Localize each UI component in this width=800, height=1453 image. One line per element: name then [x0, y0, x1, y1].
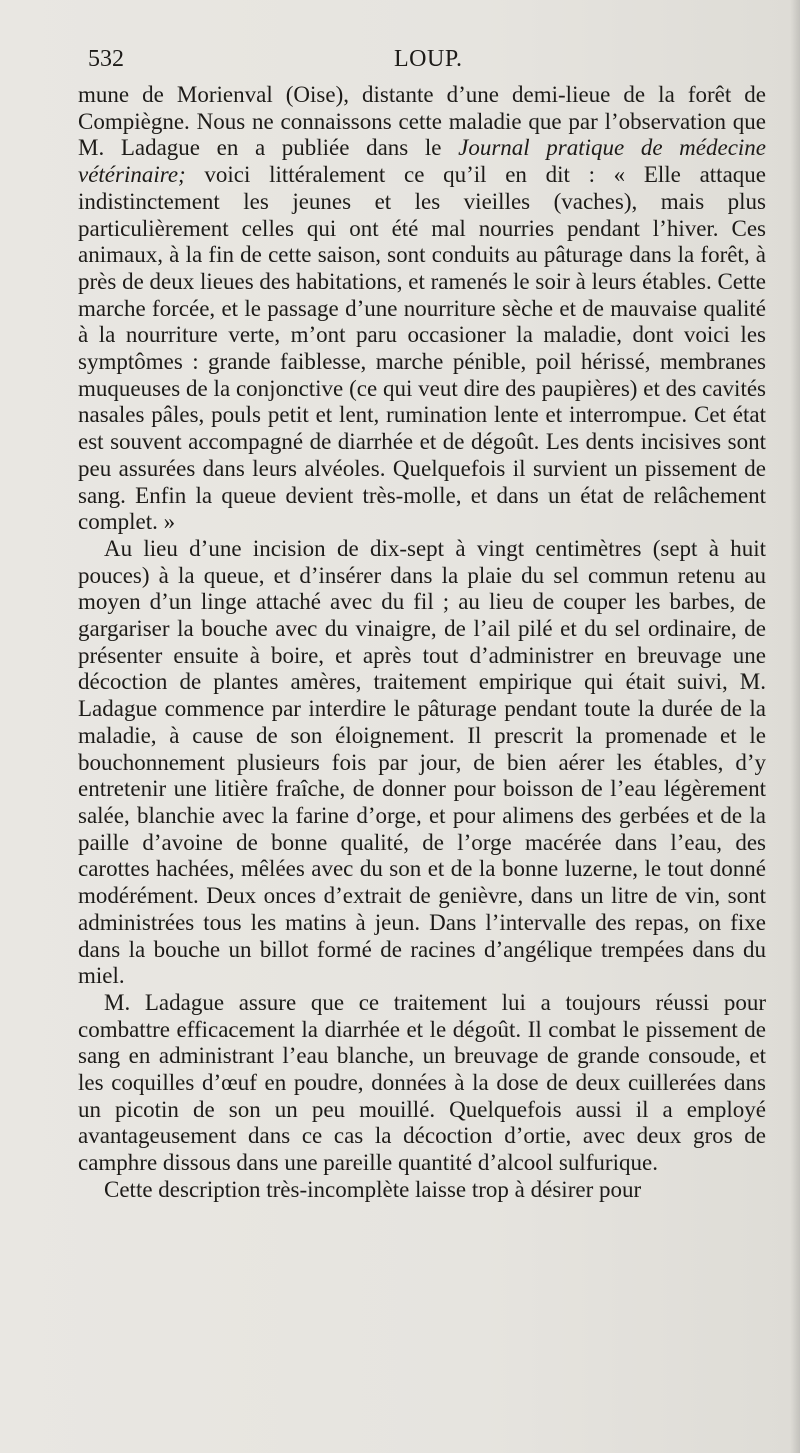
paragraph-1-start: mune de Morienval (Oise), distante d’une demi-lieue de la forêt de Compiègne. Nous ne connaissons cette maladie que par l’observation que M. Ladague en a publiée dans le	[78, 82, 766, 161]
paragraph-3: M. Ladague assure que ce traitement lui a toujours réussi pour combattre efficacement la diarrhée et le dégoût. Il combat le pissement de sang en administrant l’eau blanche, un breuvage de grande consoude, et les coquilles d’œuf en poudre, données à la dose de deux cuillerées dans un picotin de son un peu mouillé. Quelquefois aussi il a employé avantageusement dans ce cas la décoction d’ortie, avec deux gros de camphre dissous dans une pareille quantité d’alcool sulfurique.	[78, 989, 766, 1176]
journal-title: Journal pratique de médecine vétérinaire;	[78, 135, 767, 188]
page-number: 532	[88, 46, 124, 72]
running-title: LOUP.	[394, 46, 463, 72]
page-header	[88, 46, 748, 80]
paragraph-1	[78, 82, 766, 536]
paragraph-4: Cette description très-incomplète laisse trop à désirer pour	[104, 1176, 642, 1202]
paragraph-1-quote: voici littéralement ce qu’il en dit : « Elle attaque indistinctement les jeunes et les vieilles (vaches), mais plus particulièrement celles qui ont été mal nourries pendant l’hiver. Ces animaux, à la fin de cette saison, sont conduits au pâturage dans la forêt, à près de deux lieues des habitations, et ramenés le soir à leurs étables. Cette marche forcée, et le passage d’une nourriture sèche et de mauvaise qualité à la nourriture verte, m’ont paru occasioner la maladie, dont voici les symptômes : grande faiblesse, marche pénible, poil hérissé, membranes muqueuses de la conjonctive (ce qui veut dire des paupières) et des cavités nasales pâles, pouls petit et lent, rumination lente et interrompue. Cet état est souvent accompagné de diarrhée et de dégoût. Les dents incisives sont peu assurées dans leurs alvéoles. Quelquefois il survient un pissement de sang. Enfin la queue devient très-molle, et dans un état de relâchement complet. »	[78, 162, 766, 535]
paragraph-2: Au lieu d’une incision de dix-sept à vingt centimètres (sept à huit pouces) à la queue, et d’insérer dans la plaie du sel commun retenu au moyen d’un linge attaché avec du fil ; au lieu de couper les barbes, de gargariser la bouche avec du vinaigre, de l’ail pilé et du sel ordinaire, de présenter ensuite à boire, et après tout d’administrer en breuvage une décoction de plantes amères, traitement empirique qui était suivi, M. Ladague commence par interdire le pâturage pendant toute la durée de la maladie, à cause de son éloignement. Il prescrit la promenade et le bouchonnement plusieurs fois par jour, de bien aérer les étables, d’y entretenir une litière fraîche, de donner pour boisson de l’eau légèrement salée, blanchie avec la farine d’orge, et pour alimens des gerbées et de la paille d’avoine de bonne qualité, de l’orge macérée dans l’eau, des carottes hachées, mêlées avec du son et de la bonne luzerne, le tout donné modérément. Deux onces d’extrait de genièvre, dans un litre de vin, sont administrées tous les matins à jeun. Dans l’intervalle des repas, on fixe dans la bouche un billot formé de racines d’angélique trempées dans du miel.	[78, 535, 766, 989]
page-spine-shadow	[790, 0, 800, 1453]
body-text	[78, 82, 766, 1204]
